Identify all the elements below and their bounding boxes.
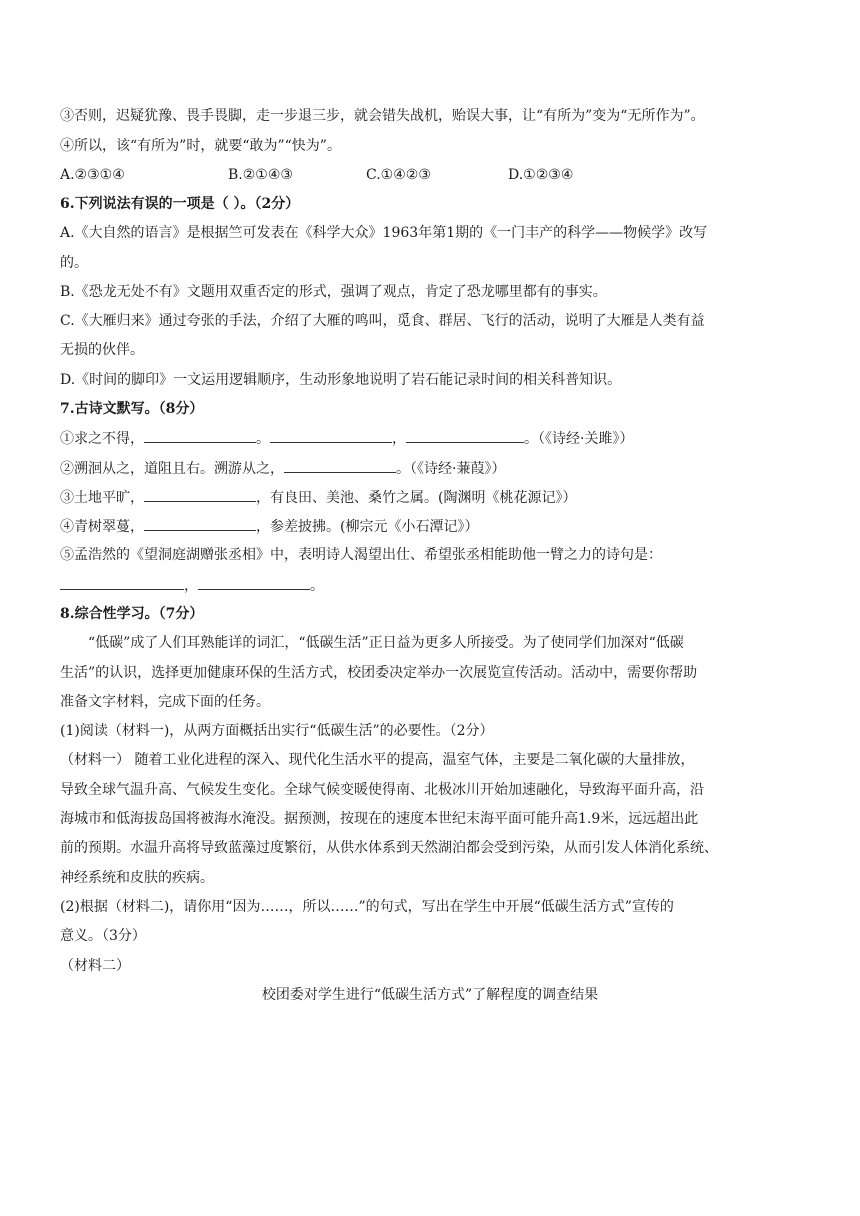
q8-subquestion-2-line2: 意义。（3分） [60,928,146,944]
material-1-line5: 神经系统和皮肤的疾病。 [60,870,214,886]
q7-line-5: ⑤孟浩然的《望洞庭湖赠张丞相》中，表明诗人渴望出仕、希望张丞相能助他一臂之力的诗句是： [60,547,662,563]
q7-line-2 [60,458,820,479]
q8-paragraph-line1: “低碳”成了人们耳熟能详的词汇，“低碳生活”正日益为更多人所接受。为了使同学们加深对“低碳 [88,635,684,651]
q7-text: ，有良田、美池、桑竹之属。(陶渊明《桃花源记》） [256,490,577,506]
q7-line-1 [60,428,820,449]
q8-paragraph-line3: 准备文字材料，完成下面的任务。 [60,694,270,710]
q7-text: 。 [310,578,324,594]
q7-heading: 7.古诗文默写。（8分） [60,401,204,417]
q6-option-c-line1: C.《大雁归来》通过夸张的手法，介绍了大雁的鸣叫，觅食、群居、飞行的活动，说明了大雁是人类有益 [60,313,705,329]
answer-blank[interactable] [198,575,310,590]
material-2-label: （材料二） [60,958,130,974]
q8-paragraph-line2: 生活”的认识，选择更加健康环保的生活方式，校团委决定举办一次展览宣传活动。活动中，需要你帮助 [60,665,698,681]
answer-blank[interactable] [270,428,392,443]
answer-blank[interactable] [406,428,524,443]
q5-option-a: A.②③①④ [60,167,125,183]
q7-text: ，参差披拂。(柳宗元《小石潭记》） [256,519,479,535]
q5-option-d: D.①②③④ [508,167,574,183]
q8-subquestion-1: (1)阅读（材料一)，从两方面概括出实行“低碳生活”的必要性。（2分） [60,723,494,739]
q7-text: ， [184,578,198,594]
q6-heading: 6.下列说法有误的一项是（ ）。（2分） [60,196,300,212]
q7-text: ②溯洄从之，道阻且右。溯游从之， [60,461,284,477]
q7-text: 。 [256,431,270,447]
q7-text: ， [392,431,406,447]
q5-line-4: ④所以，该“有所为”时，就要“敢为”“快为”。 [60,138,341,154]
q7-line-6 [60,575,820,596]
q6-option-a-line1: A.《大自然的语言》是根据竺可发表在《科学大众》1963年第1期的《一门丰产的科学——物候学》改写 [60,225,708,241]
answer-blank[interactable] [144,516,256,531]
q6-option-d: D.《时间的脚印》一文运用逻辑顺序，生动形象地说明了岩石能记录时间的相关科普知识。 [60,372,622,388]
material-1-line3: 海城市和低海拔岛国将被海水淹没。据预测，按现在的速度本世纪末海平面可能升高1.9米，远远超出此 [60,811,699,827]
q7-text: 。（《诗经·蒹葭》） [396,461,506,477]
answer-blank[interactable] [60,575,184,590]
answer-blank[interactable] [144,487,256,502]
q7-text: ③土地平旷， [60,490,144,506]
q7-text: ①求之不得， [60,431,144,447]
q7-line-4 [60,516,820,537]
q5-option-c: C.①④②③ [366,167,431,183]
survey-caption: 校团委对学生进行“低碳生活方式”了解程度的调查结果 [261,987,599,1003]
material-1-line1: （材料一） 随着工业化进程的深入、现代化生活水平的提高，温室气体，主要是二氧化碳的大量排放， [60,752,695,768]
q8-subquestion-2-line1: (2)根据（材料二)，请你用“因为……，所以……”的句式，写出在学生中开展“低碳生活方式”宣传的 [60,899,674,915]
material-1-line2: 导致全球气温升高、气候发生变化。全球气候变暖使得南、北极冰川开始加速融化，导致海平面升高，沿 [60,782,704,798]
q6-option-a-line2: 的。 [60,255,88,271]
q7-text: ④青树翠蔓， [60,519,144,535]
q7-text: 。（《诗经·关雎》） [524,431,634,447]
q5-option-b: B.②①④③ [228,167,293,183]
q6-option-b: B.《恐龙无处不有》文题用双重否定的形式，强调了观点，肯定了恐龙哪里都有的事实。 [60,284,607,300]
q8-heading: 8.综合性学习。（7分） [60,606,204,622]
q7-line-3 [60,487,820,508]
q6-option-c-line2: 无损的伙伴。 [60,342,144,358]
answer-blank[interactable] [284,458,396,473]
material-1-line4: 前的预期。水温升高将导致蓝藻过度繁衍，从供水体系到天然湖泊都会受到污染，从而引发人体消化系统、 [60,840,718,856]
answer-blank[interactable] [144,428,256,443]
q5-line-3: ③否则，迟疑犹豫、畏手畏脚，走一步退三步，就会错失战机，贻误大事，让“有所为”变为“无所作为”。 [60,108,705,124]
